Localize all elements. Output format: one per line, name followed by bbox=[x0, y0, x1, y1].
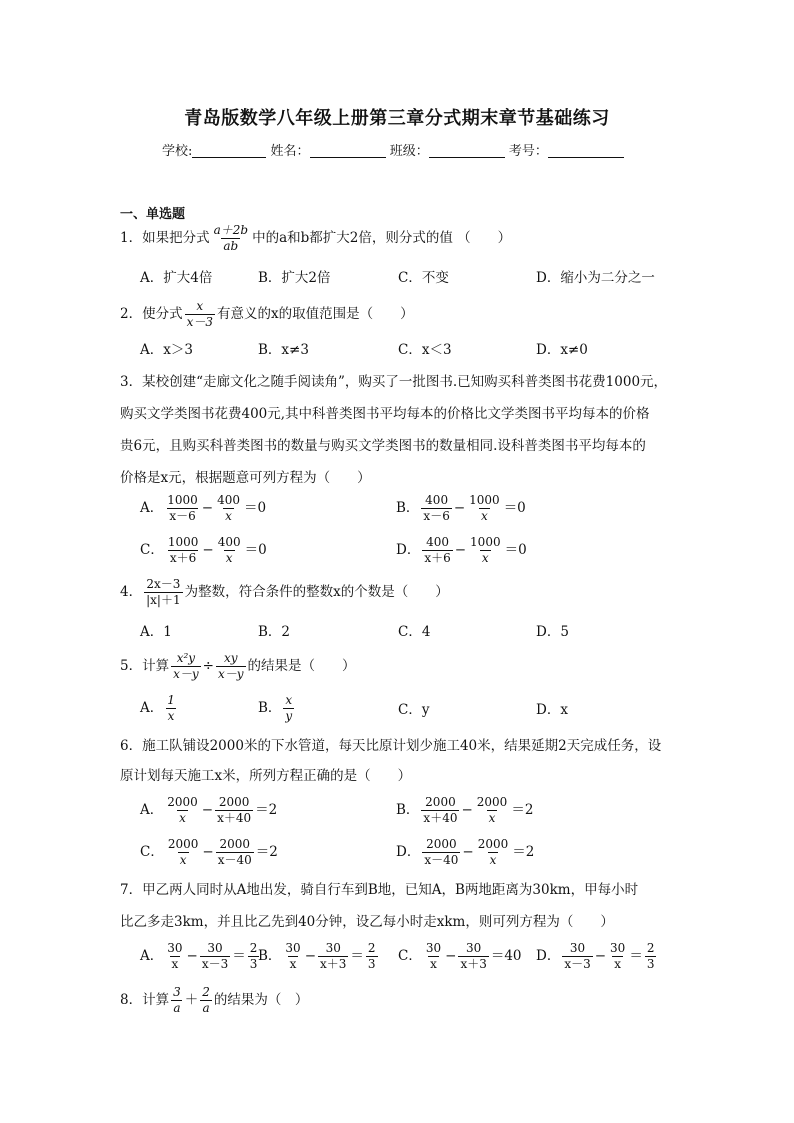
q6-option-c[interactable]: C． $\frac{2000}{x}$ − $\frac{2000}{x-40}$ ＝2 bbox=[140, 837, 278, 867]
number-label: 考号： bbox=[508, 144, 548, 159]
q7-a-d3: 3 bbox=[249, 956, 258, 971]
q6-a-n1: 2000 bbox=[167, 795, 198, 809]
q6-d-label: D． bbox=[396, 844, 421, 861]
q7-option-c[interactable]: C． $\frac{30}{x}$ − $\frac{30}{x+3}$ ＝40 bbox=[398, 941, 522, 971]
q6-d-n1: 2000 bbox=[426, 837, 457, 851]
q7-d-d3: 3 bbox=[646, 956, 655, 971]
q7-b-n3: 2 bbox=[367, 941, 376, 955]
q7-d-d2: x bbox=[614, 956, 622, 971]
q7-a-frac-2 bbox=[200, 942, 230, 971]
q7-b-d1: x bbox=[289, 956, 297, 971]
q3-c-d1: x＋6 bbox=[169, 550, 197, 565]
q6-a-frac-2 bbox=[215, 796, 253, 825]
q7-b-frac-2 bbox=[318, 942, 348, 971]
number-blank[interactable] bbox=[548, 143, 624, 158]
q3-d-frac-1 bbox=[422, 536, 452, 565]
q8-d2: a bbox=[202, 1000, 210, 1015]
q7-c-d2: x＋3 bbox=[460, 956, 487, 971]
q8-n2: 2 bbox=[202, 985, 210, 999]
q3-a-n1: 1000 bbox=[167, 493, 198, 507]
q8-frac-2 bbox=[200, 986, 212, 1015]
q8-stem-pre: 8．计算 bbox=[120, 992, 170, 1009]
question-1 bbox=[120, 224, 511, 253]
q1-option-d[interactable]: D．缩小为二分之一 bbox=[536, 270, 655, 286]
q3-a-n2: 400 bbox=[217, 493, 241, 507]
page-title: 青岛版数学八年级上册第三章分式期末章节基础练习 bbox=[184, 108, 610, 129]
q3-b-rest: ＝0 bbox=[503, 500, 526, 517]
q6-d-frac-2 bbox=[476, 838, 511, 867]
q6-c-frac-1 bbox=[166, 838, 201, 867]
q3-d-frac-2 bbox=[468, 536, 503, 565]
q7-b-label: B． bbox=[258, 948, 282, 965]
q5-frac-1 bbox=[171, 652, 201, 681]
q7-a-n3: 2 bbox=[249, 941, 258, 955]
q3-d-d1: x＋6 bbox=[424, 550, 451, 565]
q5-a-num: 1 bbox=[167, 693, 175, 707]
q3-a-frac-2 bbox=[215, 494, 242, 523]
q5-b-label: B． bbox=[258, 700, 282, 717]
section-heading: 一、单选题 bbox=[120, 207, 186, 222]
q5-b-den: y bbox=[285, 708, 293, 723]
q4-fraction bbox=[144, 578, 183, 607]
q4-stem-pre: 4． bbox=[120, 584, 143, 601]
q7-option-d[interactable]: D． $\frac{30}{x-3}$ − $\frac{30}{x}$ ＝ $\frac{2}{3}$ bbox=[536, 941, 655, 971]
q5-option-c[interactable]: C．y bbox=[398, 702, 430, 718]
q6-b-n1: 2000 bbox=[425, 795, 456, 809]
q1-stem-pre: 1．如果把分式 bbox=[120, 230, 210, 247]
q5-n2: xy bbox=[223, 651, 238, 665]
q5-stem-post: 的结果是（ ） bbox=[247, 658, 356, 675]
q2-stem-pre: 2．使分式 bbox=[120, 306, 183, 323]
question-4 bbox=[120, 578, 449, 607]
q3-c-frac-1 bbox=[166, 536, 201, 565]
q6-a-frac-1 bbox=[165, 796, 200, 825]
q3-c-n1: 1000 bbox=[167, 535, 199, 549]
question-5 bbox=[120, 652, 356, 681]
q2-fraction bbox=[185, 300, 215, 329]
q2-option-b[interactable]: B．x≠3 bbox=[258, 342, 309, 358]
q6-a-label: A． bbox=[140, 802, 164, 819]
q6-c-d1: x bbox=[179, 852, 187, 867]
q6-b-label: B． bbox=[396, 802, 420, 819]
q7-a-label: A． bbox=[140, 948, 164, 965]
q7-c-rest: ＝40 bbox=[490, 948, 522, 965]
q6-c-label: C． bbox=[140, 844, 164, 861]
q6-stem-line-1: 6．施工队铺设2000米的下水管道，每天比原计划少施工40米，结果延期2天完成任务，设 bbox=[120, 738, 662, 754]
q4-option-d[interactable]: D．5 bbox=[536, 624, 569, 640]
question-8 bbox=[120, 986, 308, 1015]
q2-option-a[interactable]: A．x＞3 bbox=[140, 342, 193, 358]
q7-d-n3: 2 bbox=[646, 941, 655, 955]
q7-c-label: C． bbox=[398, 948, 422, 965]
q7-c-n1: 30 bbox=[425, 941, 442, 955]
q7-a-d2: x－3 bbox=[201, 956, 229, 971]
q1-option-b[interactable]: B．扩大2倍 bbox=[258, 270, 331, 286]
q4-frac-den: |x|＋1 bbox=[146, 592, 181, 607]
q1-frac-num: a＋2b bbox=[213, 223, 249, 237]
q6-b-d1: x＋40 bbox=[423, 810, 458, 825]
q2-option-d[interactable]: D．x≠0 bbox=[536, 342, 588, 358]
q3-b-n1: 400 bbox=[425, 493, 449, 507]
q5-option-a[interactable] bbox=[140, 694, 179, 723]
q6-c-frac-2 bbox=[216, 838, 254, 867]
q3-d-rest: ＝0 bbox=[504, 542, 527, 559]
q6-stem-line-2: 原计划每天施工x米，所列方程正确的是（ ） bbox=[120, 768, 412, 784]
q8-stem-post: 的结果为（ ） bbox=[213, 992, 309, 1009]
q7-d-n2: 30 bbox=[610, 941, 626, 955]
q7-c-frac-2 bbox=[458, 942, 488, 971]
q7-b-frac-1 bbox=[283, 942, 302, 971]
q3-a-d1: x－6 bbox=[169, 508, 196, 523]
q3-option-b[interactable]: B． $\frac{400}{x-6}$ − $\frac{1000}{x}$ ＝0 bbox=[396, 493, 526, 523]
q7-b-d2: x＋3 bbox=[320, 956, 347, 971]
q3-a-label: A． bbox=[140, 500, 164, 517]
q3-a-d2: x bbox=[225, 508, 232, 523]
q6-b-frac-2 bbox=[475, 796, 510, 825]
q3-d-n1: 400 bbox=[426, 535, 449, 549]
q3-c-label: C． bbox=[140, 542, 164, 559]
q7-option-b[interactable]: B． $\frac{30}{x}$ − $\frac{30}{x+3}$ ＝ $\frac{2}{3}$ bbox=[258, 941, 376, 971]
q7-d-frac-3 bbox=[645, 942, 657, 971]
q7-a-frac-1 bbox=[165, 942, 184, 971]
q4-option-b[interactable]: B．2 bbox=[258, 624, 291, 640]
q5-frac-2 bbox=[216, 652, 246, 681]
q3-c-frac-2 bbox=[216, 536, 243, 565]
q8-operator: ＋ bbox=[184, 992, 199, 1009]
q2-option-c[interactable]: C．x＜3 bbox=[398, 342, 452, 358]
q7-a-d1: x bbox=[171, 956, 179, 971]
q2-frac-den: x－3 bbox=[186, 314, 213, 329]
q3-b-n2: 1000 bbox=[469, 493, 500, 507]
q5-option-d[interactable]: D．x bbox=[536, 702, 568, 718]
q1-fraction bbox=[212, 224, 250, 253]
q5-b-frac bbox=[283, 694, 294, 723]
q3-a-rest: ＝0 bbox=[244, 500, 267, 517]
q6-b-rest: ＝2 bbox=[511, 802, 534, 819]
q3-c-d2: x bbox=[225, 550, 233, 565]
q6-option-b[interactable]: B． $\frac{2000}{x+40}$ − $\frac{2000}{x}$ ＝2 bbox=[396, 795, 534, 825]
q5-b-num: x bbox=[285, 693, 293, 707]
q7-b-n1: 30 bbox=[285, 941, 301, 955]
q5-d2: x－y bbox=[217, 666, 244, 681]
q6-d-d1: x－40 bbox=[424, 852, 459, 867]
q3-stem-line-1: 3．某校创建“走廊文化之随手阅读角”，购买了一批图书.已知购买科普类图书花费1000元， bbox=[120, 374, 668, 390]
q2-stem-post: 有意义的x的取值范围是（ ） bbox=[217, 306, 414, 323]
class-blank[interactable] bbox=[429, 143, 505, 158]
q7-b-frac-3 bbox=[366, 942, 378, 971]
q4-option-c[interactable]: C．4 bbox=[398, 624, 431, 640]
q6-option-d[interactable]: D． $\frac{2000}{x-40}$ − $\frac{2000}{x}$ ＝2 bbox=[396, 837, 535, 867]
q6-a-d1: x bbox=[179, 810, 186, 825]
q5-n1: x²y bbox=[176, 651, 196, 665]
q3-c-rest: ＝0 bbox=[244, 542, 267, 559]
q7-d-frac-2 bbox=[608, 942, 627, 971]
q5-a-den: x bbox=[167, 708, 175, 723]
q1-option-c[interactable]: C．不变 bbox=[398, 270, 449, 286]
q6-c-n2: 2000 bbox=[219, 837, 250, 851]
q4-frac-num: 2x－3 bbox=[146, 577, 181, 591]
q7-option-a[interactable]: A． $\frac{30}{x}$ − $\frac{30}{x-3}$ ＝ $\frac{2}{3}$ bbox=[140, 941, 258, 971]
q7-d-d1: x－3 bbox=[564, 956, 591, 971]
q3-b-frac-1 bbox=[421, 494, 451, 523]
name-blank[interactable] bbox=[310, 143, 386, 158]
student-info-row bbox=[162, 140, 624, 159]
q5-a-frac bbox=[165, 694, 177, 723]
q1-stem-post: 中的a和b都扩大2倍，则分式的值 （ ） bbox=[252, 230, 512, 247]
school-blank[interactable] bbox=[192, 143, 266, 158]
q4-option-a[interactable]: A．1 bbox=[140, 624, 172, 640]
q6-d-n2: 2000 bbox=[477, 837, 509, 851]
q6-b-frac-1 bbox=[421, 796, 459, 825]
q6-a-d2: x＋40 bbox=[217, 810, 252, 825]
q3-c-n2: 400 bbox=[217, 535, 241, 549]
q8-frac-1 bbox=[171, 986, 183, 1015]
q5-a-label: A． bbox=[140, 700, 164, 717]
q6-c-rest: ＝2 bbox=[255, 844, 278, 861]
q3-stem-line-4: 价格是x元，根据题意可列方程为（ ） bbox=[120, 470, 371, 486]
q3-b-label: B． bbox=[396, 500, 420, 517]
q3-d-label: D． bbox=[396, 542, 421, 559]
q7-d-frac-1 bbox=[562, 942, 592, 971]
q3-option-d[interactable]: D． $\frac{400}{x+6}$ − $\frac{1000}{x}$ ＝0 bbox=[396, 535, 527, 565]
q3-option-a[interactable]: A． $\frac{1000}{x-6}$ − $\frac{400}{x}$ ＝0 bbox=[140, 493, 267, 523]
q3-a-frac-1 bbox=[165, 494, 200, 523]
q5-stem-pre: 5．计算 bbox=[120, 658, 170, 675]
question-2 bbox=[120, 300, 414, 329]
q7-a-n2: 30 bbox=[207, 941, 223, 955]
q6-a-rest: ＝2 bbox=[255, 802, 278, 819]
q5-operator: ÷ bbox=[202, 658, 214, 675]
q6-c-n1: 2000 bbox=[167, 837, 199, 851]
q7-c-d1: x bbox=[430, 956, 437, 971]
q3-stem-line-3: 贵6元，且购买科普类图书的数量与购买文学类图书的数量相同.设科普类图书平均每本的 bbox=[120, 438, 646, 454]
q8-d1: a bbox=[173, 1000, 181, 1015]
school-label: 学校: bbox=[162, 144, 193, 159]
q1-frac-den: ab bbox=[223, 238, 239, 253]
q8-n1: 3 bbox=[173, 985, 181, 999]
q7-d-label: D． bbox=[536, 948, 561, 965]
q3-option-c[interactable]: C． $\frac{1000}{x+6}$ − $\frac{400}{x}$ ＝0 bbox=[140, 535, 267, 565]
q7-c-frac-1 bbox=[424, 942, 443, 971]
q6-d-d2: x bbox=[489, 852, 497, 867]
q6-a-n2: 2000 bbox=[218, 795, 250, 809]
q4-stem-post: 为整数，符合条件的整数x的个数是（ ） bbox=[184, 584, 449, 601]
q6-option-a[interactable]: A． $\frac{2000}{x}$ − $\frac{2000}{x+40}$ ＝2 bbox=[140, 795, 278, 825]
q3-stem-line-2: 购买文学类图书花费400元,其中科普类图书平均每本的价格比文学类图书平均每本的价格 bbox=[120, 406, 650, 422]
q6-d-frac-1 bbox=[422, 838, 460, 867]
q6-c-d2: x－40 bbox=[217, 852, 252, 867]
q7-c-n2: 30 bbox=[466, 941, 482, 955]
q3-b-frac-2 bbox=[467, 494, 502, 523]
q5-option-b[interactable] bbox=[258, 694, 296, 723]
q3-d-n2: 1000 bbox=[470, 535, 501, 549]
q7-stem-line-2: 比乙多走3km，并且比乙先到40分钟，设乙每小时走xkm，则可列方程为（ ） bbox=[120, 914, 614, 930]
q3-d-d2: x bbox=[481, 550, 489, 565]
q6-b-n2: 2000 bbox=[476, 795, 508, 809]
q6-b-d2: x bbox=[488, 810, 496, 825]
q7-a-n1: 30 bbox=[167, 941, 183, 955]
q5-d1: x－y bbox=[173, 666, 199, 681]
q3-b-d2: x bbox=[481, 508, 488, 523]
name-label: 姓名： bbox=[270, 144, 310, 159]
q7-b-d3: 3 bbox=[367, 956, 376, 971]
q6-d-rest: ＝2 bbox=[512, 844, 535, 861]
q7-b-n2: 30 bbox=[325, 941, 341, 955]
q7-d-n1: 30 bbox=[569, 941, 586, 955]
class-label: 班级： bbox=[389, 144, 429, 159]
q1-option-a[interactable]: A．扩大4倍 bbox=[140, 270, 213, 286]
q7-stem-line-1: 7．甲乙两人同时从A地出发，骑自行车到B地，已知A，B两地距离为30km，甲每小时 bbox=[120, 882, 639, 898]
q2-frac-num: x bbox=[196, 299, 204, 313]
q3-b-d1: x－6 bbox=[423, 508, 450, 523]
